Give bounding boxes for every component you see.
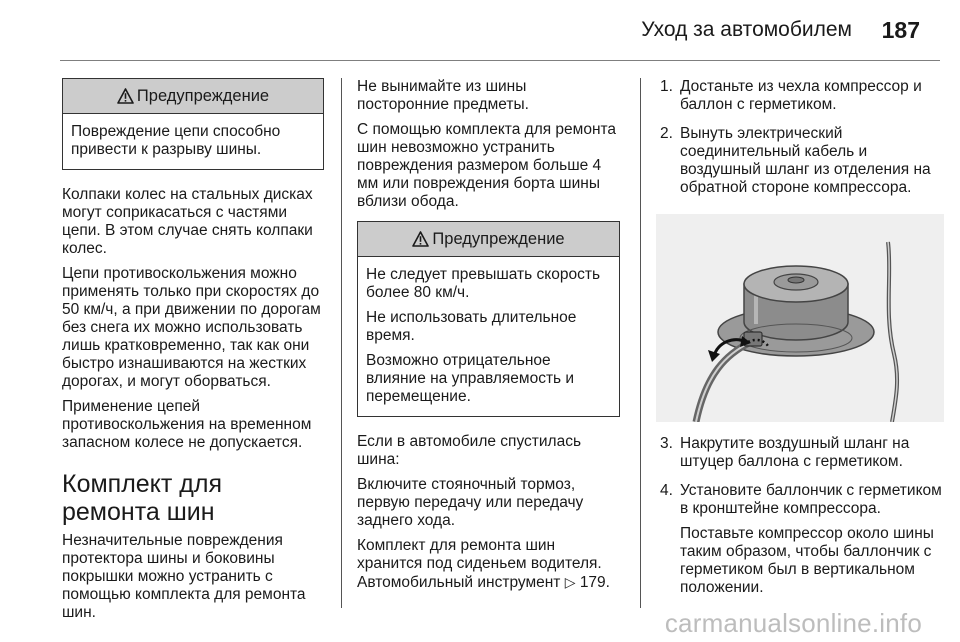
warning-text: Возможно отрицательное влияние на управляемость и перемещение. bbox=[366, 352, 575, 405]
step-number: 1. bbox=[660, 78, 673, 95]
warning-text: Повреждение цепи способно привести к разрыву шины. bbox=[71, 123, 281, 158]
column-2 bbox=[357, 78, 620, 599]
page-number: 187 bbox=[881, 17, 920, 43]
page-header bbox=[0, 0, 960, 60]
paragraph-storage bbox=[357, 537, 620, 592]
compressor-illustration bbox=[656, 214, 944, 422]
storage-text: Комплект для ремонта шин хранится под сиденьем водителя. Автомобильный инструмент bbox=[357, 537, 602, 591]
warning-body bbox=[63, 114, 323, 169]
steps-list bbox=[660, 78, 942, 204]
list-item bbox=[660, 482, 942, 604]
warning-title: Предупреждение bbox=[136, 86, 270, 105]
warning-body bbox=[358, 257, 619, 416]
warning-title: Предупреждение bbox=[432, 229, 565, 248]
list-item bbox=[660, 78, 942, 121]
step-text: Накрутите воздушный шланг на штуцер баллона с герметиком. bbox=[680, 435, 910, 470]
reference-arrow-icon: ▷ bbox=[564, 574, 576, 590]
paragraph: Не вынимайте из шины посторонние предметы. bbox=[357, 78, 529, 113]
warning-text: Не следует превышать скорость более 80 км/ч. bbox=[366, 266, 601, 301]
warning-text: Не использовать длительное время. bbox=[366, 309, 577, 344]
column-divider-2 bbox=[640, 78, 641, 608]
section-intro: Незначительные повреждения протектора шины и боковины покрышки можно устранить с помощью комплекта для ремонта шин. bbox=[62, 532, 306, 621]
warning-box-chains bbox=[62, 78, 324, 170]
step-number: 4. bbox=[660, 482, 673, 499]
section-heading: Комплект для ремонта шин bbox=[62, 470, 223, 526]
step-number: 3. bbox=[660, 435, 673, 452]
page-reference[interactable]: 179. bbox=[579, 574, 610, 591]
warning-triangle-icon bbox=[117, 88, 134, 104]
step-text: Вынуть электрический соединительный кабель и воздушный шланг из отделения на обратной стороне компрессора. bbox=[680, 125, 931, 196]
paragraph: Если в автомобиле спустилась шина: bbox=[357, 433, 582, 468]
compressor-drawing bbox=[656, 214, 944, 422]
paragraph: Применение цепей противоскольжения на временном запасном колесе не допускается. bbox=[62, 398, 312, 451]
paragraph: С помощью комплекта для ремонта шин невозможно устранить повреждения размером больше 4 мм или повреждения борта шины вблизи обода. bbox=[357, 121, 617, 210]
column-divider-1 bbox=[341, 78, 342, 608]
steps-list-continued bbox=[660, 435, 942, 604]
column-1 bbox=[62, 78, 324, 629]
warning-triangle-icon bbox=[412, 231, 429, 247]
step-extra-text: Поставьте компрессор около шины таким образом, чтобы баллончик с герметиком был в вертикальном положении. bbox=[680, 525, 934, 596]
warning-header bbox=[358, 222, 619, 257]
list-item bbox=[660, 125, 942, 204]
paragraph: Цепи противоскольжения можно применять только при скоростях до 50 км/ч, а при движении по дорогам без снега их можно использовать лишь кратковременно, так как они быстро изнашиваются на жестких дорогах, и могут оборваться. bbox=[62, 265, 321, 390]
header-title: Уход за автомобилем bbox=[641, 18, 852, 41]
list-item bbox=[660, 435, 942, 478]
paragraph: Колпаки колес на стальных дисках могут соприкасаться с частями цепи. В этом случае снять колпаки колес. bbox=[62, 186, 313, 257]
warning-header bbox=[63, 79, 323, 114]
watermark: carmanualsonline.info bbox=[664, 608, 922, 638]
warning-box-speed bbox=[357, 221, 620, 417]
paragraph: Включите стояночный тормоз, первую передачу или передачу заднего хода. bbox=[357, 476, 584, 529]
step-text: Достаньте из чехла компрессор и баллон с герметиком. bbox=[680, 78, 922, 113]
column-3 bbox=[660, 78, 942, 608]
step-number: 2. bbox=[660, 125, 673, 142]
header-rule bbox=[60, 60, 940, 61]
step-text: Установите баллончик с герметиком в кронштейне компрессора. bbox=[680, 482, 942, 517]
